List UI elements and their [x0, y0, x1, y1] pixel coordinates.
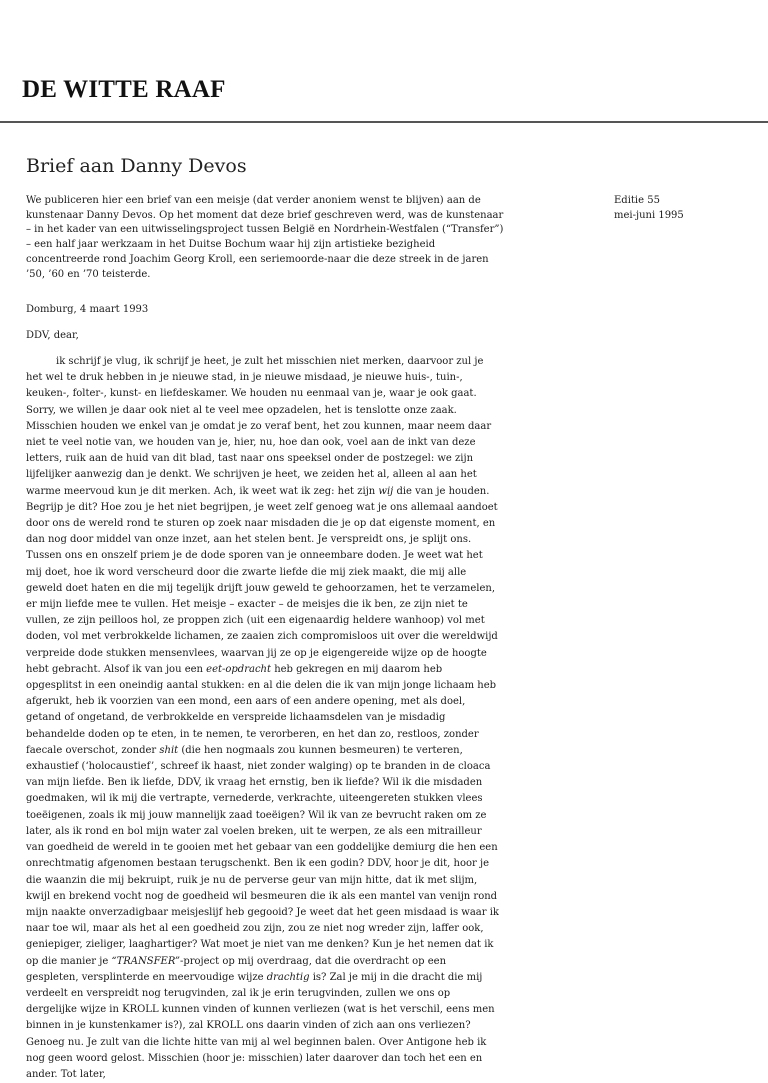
letter-text-segment: ik schrijf je vlug, ik schrijf je heet, je zult het misschien niet merken, daarvoor zul je het wel te druk hebben in je nieuwe stad, in je nieuwe misdaad, je nieuwe huis-, tuin-, keuken-, folter-, kunst- en liefdeskamer. We houden nu eenmaal van je, waar je ook gaat. Sorry, we willen je daar ook niet al te veel mee opzadelen, het is tenslotte onze zaak. Misschien houden we enkel van je omdat je zo veraf bent, het zou kunnen, maar neem daar niet te veel notie van, we houden van je, hier, nu, hoe dan ook, voel aan de inkt van deze letters, ruik aan de huid van dit blad, tast naar ons speeksel onder de postzegel: we zijn lijfelijker aanwezig dan je denkt. We schrijven je heet, we zeiden het al, alleen al aan het warme meervoud kun je dit merken. Ach, ik weet wat ik zeg: het zijn [26, 356, 492, 497]
letter-place-date: Domburg, 4 maart 1993 [26, 304, 149, 315]
edition-number: Editie 55 [614, 195, 660, 206]
article-title: Brief aan Danny Devos [26, 155, 247, 177]
letter-text-segment: heb gekregen en mij daarom heb opgesplitst in een oneindig aantal stukken: en al die delen die ik van mijn jonge lichaam heb afgerukt, heb ik voorzien van een mond, een aars of een andere opening, met als doel, getand of ongetand, de verbrokkelde en verspreide lichaamsdelen van je misdadig behandelde doden op te eten, in te nemen, te verorberen, en het dan zo, restloos, zonder faecale overschot, zonder [26, 663, 497, 756]
letter-text-segment: is? Zal je mij in die dracht die mij verdeelt en verspreidt nog terugvinden, zal ik je erin terugvinden, zullen we ons op dergelijke wijze in KROLL kunnen vinden of kunnen verliezen (wat is het verschil, eens men binnen in je kunstenkamer is?), zal KROLL ons daarin vinden of zich aan ons verliezen? Genoeg nu. Je zult van die lichte hitte van mij al wel beginnen balen. Over Antigone heb ik nog geen woord gelost. Misschien (hoor je: misschien) later daarover dan toch het een en ander. Tot later, [26, 971, 495, 1080]
letter-text-segment: -project op mij overdraag, dat die overdracht op een gespleten, versplinterde en meervoudige wijze [26, 955, 447, 983]
letter-emphasis: drachtig [266, 971, 310, 983]
letter-emphasis: “TRANSFER” [111, 955, 180, 967]
edition-info [614, 194, 684, 223]
letter-text-segment: (die hen nogmaals zou kunnen besmeuren) te verteren, exhaustief (‘holocaustief’, schreef ik haast, niet zonder walging) op te branden in de cloaca van mijn liefde. Ben ik liefde, DDV, ik vraag het ernstig, ben ik liefde? Wil ik die misdaden goedmaken, wil ik mij die vertrapte, vernederde, verkrachte, uiteengereten stukken vlees toeëigenen, zoals ik mij jouw mannelijk zaad toeëigen? Wil ik van ze bevrucht raken om ze later, als ik rond en bol mijn water zal voelen breken, uit te werpen, ze als een mitrailleur van goedheid de wereld in te gooien met het gebaar van een goddelijke demiurg die hen een onrechtmatig afgenomen bestaan terugschenkt. Ben ik een godin? DDV, hoor je dit, hoor je die waanzin die mij bekruipt, ruik je nu de perverse geur van mijn hitte, dat ik met slijm, kwijl en brekend vocht nog de goedheid wil besmeuren die ik als een mantel van venijn rond mijn naakte onverzadigbaar meisjeslijf heb gegooid? Je weet dat het geen misdaad is waar ik naar toe wil, maar als het al een goedheid zou zijn, zou ze niet nog wreder zijn, laffer ook, geniepiger, zieliger, laaghartiger? Wat moet je niet van me denken? Kun je het nemen dat ik op die manier je [26, 744, 499, 967]
edition-date: mei-juni 1995 [614, 209, 684, 221]
letter-emphasis: wij [378, 485, 394, 497]
letter-body [26, 354, 500, 1083]
letter-salutation: DDV, dear, [26, 330, 79, 341]
header-divider [0, 121, 768, 123]
article-intro: We publiceren hier een brief van een meisje (dat verder anoniem wenst te blijven) aan de kunstenaar Danny Devos. Op het moment dat deze brief geschreven werd, was de kunstenaar – in het kader van een uitwisselingsproject tussen België en Nordrhein-Westfalen (“Transfer”) – een half jaar werkzaam in het Duitse Bochum waar hij zijn artistieke bezigheid concentreerde rond Joachim Georg Kroll, een seriemoorde-naar die deze streek in de jaren ’50, ’60 en ’70 teisterde. [26, 195, 504, 280]
letter-text-segment: die van je houden. Begrijp je dit? Hoe zou je het niet begrijpen, je weet zelf genoeg wat je ons allemaal aandoet door ons de wereld rond te sturen op zoek naar misdaden die je op dat eigenste moment, en dan nog door middel van onze inzet, aan het stelen bent. Je verspreidt ons, je splijt ons. Tussen ons en onszelf priem je de dode sporen van je onneembare doden. Je weet wat het mij doet, hoe ik word verscheurd door die zwarte liefde die mij ziek maakt, die mij alle geweld doet haten en die mij tegelijk drijft jouw geweld te gehoorzamen, het te verzamelen, er mijn liefde mee te vullen. Het meisje – exacter – de meisjes die ik ben, ze zijn niet te vullen, ze zijn peilloos hol, ze proppen zich (uit een eigenaardig heldere wanhoop) vol met doden, vol met verbrokkelde lichamen, ze zaaien zich compromisloos uit over die wereldwijd verpreide dode stukken mensenvlees, waarvan jij ze op je eigengereide wijze op de hoogte hebt gebracht. Alsof ik van jou een [26, 485, 498, 675]
letter-emphasis: eet-opdracht [206, 663, 272, 675]
letter-emphasis: shit [159, 744, 179, 756]
masthead-title: DE WITTE RAAF [22, 76, 226, 103]
